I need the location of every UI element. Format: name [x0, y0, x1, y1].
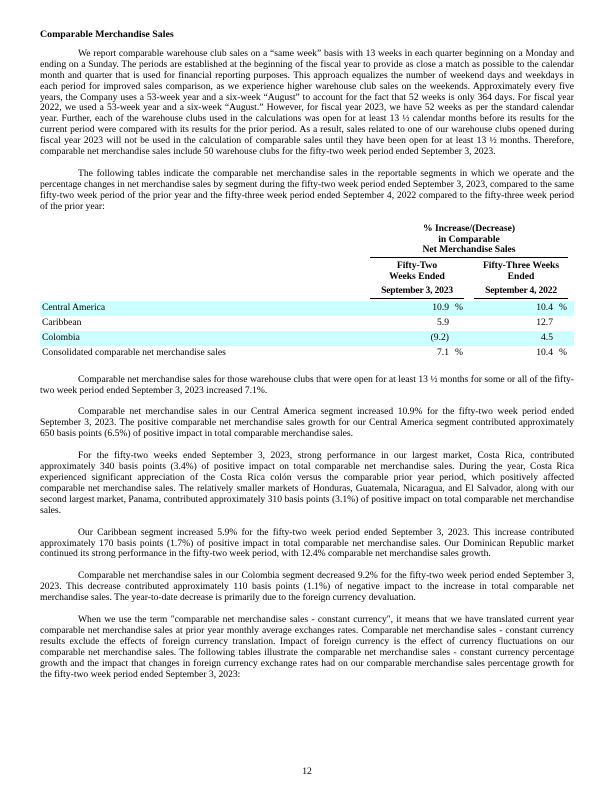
row-value-fifty-three: 12.7 [536, 316, 553, 328]
column-date-sep-3-2023: September 3, 2023 [370, 286, 464, 299]
table-row-colombia [40, 331, 574, 346]
section-heading: Comparable Merchandise Sales [40, 29, 174, 40]
table-period-header-row [40, 261, 574, 283]
row-label: Consolidated comparable net merchandise sales [42, 346, 226, 358]
row-value-fifty-two: 10.9 % [432, 302, 463, 314]
group-header-line-3: Net Merchandise Sales [422, 244, 516, 256]
row-value-fifty-three: 4.5 [541, 331, 553, 343]
row-value-fifty-two: 7.1 % [437, 346, 463, 358]
column-header-fifty-three-weeks: Fifty-Three Weeks Ended [482, 260, 560, 283]
table-row-caribbean [40, 316, 574, 331]
row-value-fifty-two: (9.2) [430, 331, 449, 343]
paragraph-central-america: Comparable net merchandise sales in our Central America segment increased 10.9% for the fifty-two week period ended September 3, 2023. The positive comparable net merchandise sales growth for our Central America segment contributed approximately 650 basis points (6.5%) of positive impact in total comparable merchandise sales. [40, 406, 574, 440]
paragraph-constant-currency: When we use the term "comparable net merchandise sales - constant currency", it means that we have translated current year comparable net merchandise sales at prior year monthly average exchanges rates. Comparable net merchandise sales - constant currency results exclude the effects of foreign currency translation. Impact of foreign currency is the effect of currency fluctuations on our comparable net merchandise sales. The following tables illustrate the comparable net merchandise sales - constant currency percentage growth and the impact that changes in foreign currency exchange rates had on our comparable merchandise sales percentage growth for the fifty-two week period ended September 3, 2023: [40, 614, 574, 680]
table-date-header-row [40, 286, 574, 299]
table-group-header [370, 224, 568, 259]
table-group-header-row [40, 224, 574, 262]
column-header-fifty-two-weeks: Fifty-Two Weeks Ended [389, 260, 445, 283]
row-value-fifty-three: 10.4 % [536, 302, 567, 314]
page-number: 12 [302, 766, 312, 778]
row-value-fifty-two: 5.9 [437, 316, 449, 328]
paragraph-open-13-months: Comparable net merchandise sales for those warehouse clubs that were open for at least 13 ½ months for some or all of the fifty-two week period ended September 3, 2023 increased 7.1%. [40, 373, 574, 396]
table-row-consolidated [40, 346, 574, 361]
column-date-sep-4-2022: September 4, 2022 [474, 286, 568, 299]
paragraph-colombia: Comparable net merchandise sales in our Colombia segment decreased 9.2% for the fifty-two week period ended September 3, 2023. This decrease contributed approximately 110 basis points (1.1%) of negative impact to the increase in total comparable net merchandise sales. The year-to-date decrease is primarily due to the foreign currency devaluation. [40, 570, 574, 604]
paragraph-costa-rica: For the fifty-two weeks ended September 3, 2023, strong performance in our largest market, Costa Rica, contributed approximately 340 basis points (3.4%) of positive impact on total comparable net merchandise sales. During the year, Costa Rica experienced significant appreciation of the Costa Rica colón versus the comparable prior year period, which positively affected comparable net merchandise sales. The relatively smaller markets of Honduras, Guatemala, Nicaragua, and El Salvador, along with our second largest market, Panama, contributed approximately 310 basis points (3.1%) of positive impact on total comparable net merchandise sales. [40, 450, 574, 516]
group-header-line-2: in Comparable [438, 233, 500, 245]
paragraph-caribbean: Our Caribbean segment increased 5.9% for the fifty-two week period ended September 3, 2023. This increase contributed approximately 170 basis points (1.7%) of positive impact in total comparable net merchandise sales. Our Dominican Republic market continued its strong performance in the fifty-two week period, with 12.4% comparable net merchandise sales growth. [40, 526, 574, 560]
row-label: Central America [42, 302, 106, 314]
row-label: Colombia [42, 331, 80, 343]
comparable-sales-table [40, 224, 574, 361]
row-value-fifty-three: 10.4 % [536, 346, 567, 358]
group-header-line-1: % Increase/(Decrease) [422, 222, 516, 234]
row-label: Caribbean [42, 316, 82, 328]
table-row-central-america [40, 301, 574, 316]
paragraph-same-week-basis: We report comparable warehouse club sales on a “same week” basis with 13 weeks in each quarter beginning on a Monday and ending on a Sunday. The periods are established at the beginning of the fiscal year to provide as close a match as possible to the calendar month and quarter that is used for financial reporting purposes. This approach equalizes the number of weekend days and weekdays in each period for improved sales comparison, as we experience higher warehouse club sales on the weekends. Approximately every five years, the Company uses a 53-week year and a six-week “August” to account for the fact that 52 weeks is only 364 days. For fiscal year 2022, we used a 53-week year and a six-week “August.” However, for fiscal year 2023, we have 52 weeks as per the standard calendar year. Further, each of the warehouse clubs used in the calculations was open for at least 13 ½ calendar months before its results for the current period were compared with its results for the prior period. As a result, sales related to one of our warehouse clubs opened during fiscal year 2023 will not be used in the calculation of comparable sales until they have been open for at least 13 ½ months. Therefore, comparable net merchandise sales include 50 warehouse clubs for the fifty-two week period ended September 3, 2023. [40, 47, 574, 158]
paragraph-following-tables-intro: The following tables indicate the comparable net merchandise sales in the reportable segments in which we operate and the percentage changes in net merchandise sales by segment during the fifty-two week period ended September 3, 2023, compared to the same fifty-two week period of the prior year and the fifty-three week period ended September 4, 2022 compared to the fifty-three week period of the prior year: [40, 167, 574, 212]
